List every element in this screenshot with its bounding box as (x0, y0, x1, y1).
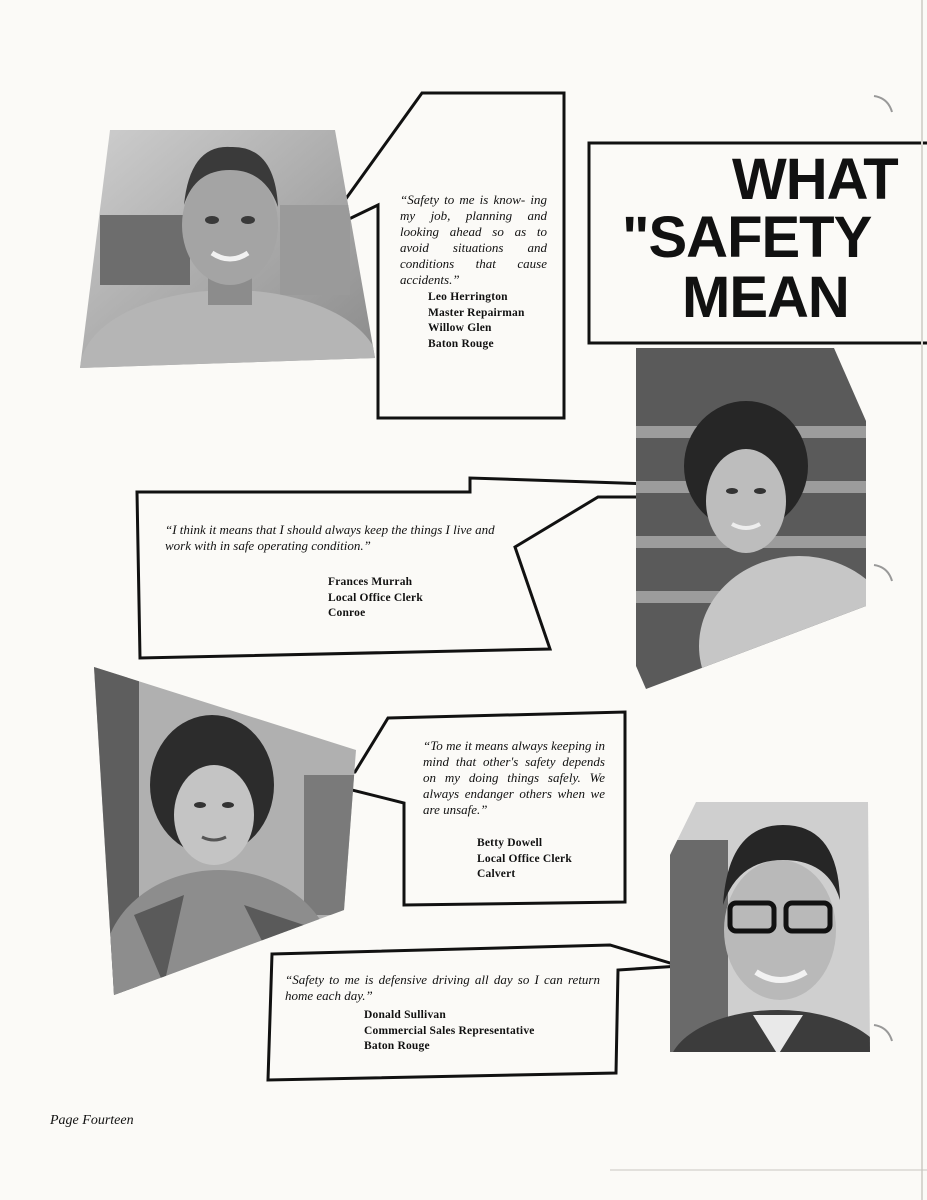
signature-betty-dowell (477, 836, 572, 883)
quote-frances-murrah: “I think it means that I should always keep the things I live and work with in safe operating condition.” (165, 522, 495, 553)
signature-donald-sullivan (364, 1008, 535, 1055)
signature-location: Conroe (328, 607, 366, 619)
signature-name: Betty Dowell (477, 837, 543, 849)
headline-line-1: WHAT (732, 150, 898, 212)
signature-name: Leo Herrington (428, 291, 508, 303)
quote-donald-sullivan: “Safety to me is defensive driving all day so I can return home each day.” (285, 972, 600, 1003)
signature-leo-herrington (428, 290, 525, 352)
quote-leo-herrington: “Safety to me is know- ing my job, planning and looking ahead so as to avoid situations and conditions that cause accidents.” (400, 192, 547, 287)
binder-hole-1 (874, 96, 892, 112)
binder-hole-2 (874, 565, 892, 581)
portrait-photo-donald-sullivan (668, 800, 872, 1055)
signature-location: Baton Rouge (428, 337, 494, 350)
signature-title: Commercial Sales Representative (364, 1024, 535, 1037)
speech-bubble-2 (137, 478, 650, 658)
quote-betty-dowell: “To me it means always keeping in mind that other's safety depends on my doing things safely. We always endanger others when we are unsafe.” (423, 738, 605, 817)
signature-frances-murrah (328, 575, 423, 622)
signature-title: Local Office Clerk (477, 852, 572, 865)
signature-title: Local Office Clerk (328, 591, 423, 604)
headline-line-3: MEAN (682, 265, 849, 330)
signature-title: Master Repairman (428, 306, 525, 319)
binder-hole-3 (874, 1025, 892, 1041)
signature-location: Baton Rouge (364, 1040, 430, 1052)
signature-location: Willow Glen (428, 322, 492, 334)
signature-name: Frances Murrah (328, 576, 413, 588)
portrait-photo-frances-murrah (634, 346, 870, 692)
headline (590, 150, 927, 338)
signature-location: Calvert (477, 868, 516, 880)
portrait-photo-leo-herrington (80, 125, 375, 370)
page-number: Page Fourteen (50, 1113, 134, 1128)
signature-name: Donald Sullivan (364, 1009, 446, 1021)
headline-line-2: "SAFETY (622, 205, 872, 270)
portrait-photo-betty-dowell (94, 665, 359, 997)
